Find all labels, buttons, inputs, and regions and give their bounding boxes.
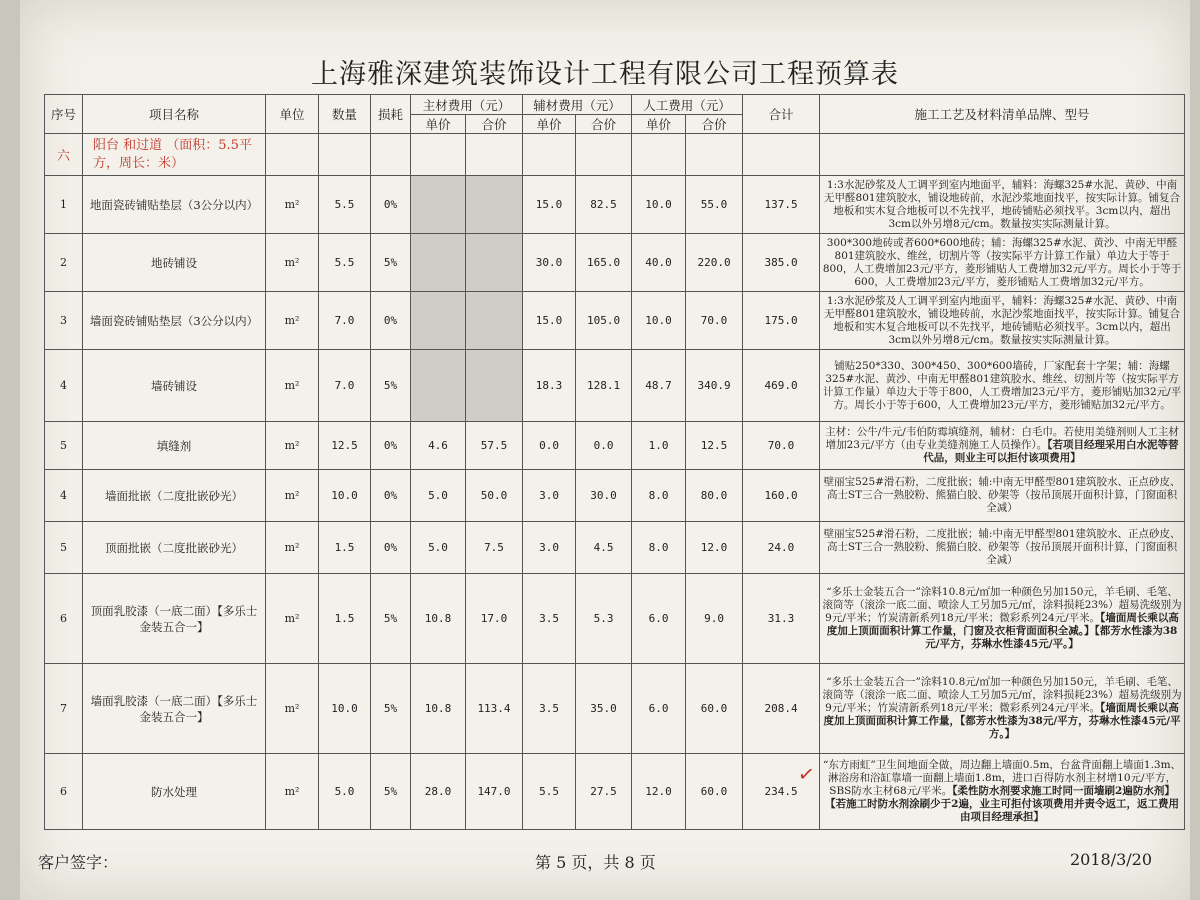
row-main-total-price [466, 176, 523, 234]
row-seq: 1 [45, 176, 83, 234]
checkmark-icon: ✓ [796, 760, 817, 788]
header-aux: 辅材费用（元） [523, 95, 632, 115]
row-total: 137.5 [743, 176, 820, 234]
row-loss: 0% [371, 292, 411, 350]
row-spec [820, 176, 1185, 234]
table-row [45, 522, 1185, 574]
row-total: 469.0 [743, 350, 820, 422]
row-unit: m² [266, 234, 319, 292]
row-spec [820, 470, 1185, 522]
row-main-total-price: 50.0 [466, 470, 523, 522]
row-qty: 7.0 [319, 292, 371, 350]
row-spec-note: 【墙面周长乘以高度加上顶面面积计算工作量，【都芳水性漆为38元/平方，芬琳水性漆45元/平方。】 [823, 702, 1181, 740]
row-spec-text: 1:3水泥砂浆及人工调平到室内地面平，辅料：海螺325#水泥、黄砂、中南无甲醛801建筑胶水，铺设地砖前，水泥沙浆地面找平，按实际计算。铺复合地板和实木复合地板可以不先找平，地砖铺贴必须找平。3cm以内，超出3cm以外另增8元/cm。数量按实实际测量计算。 [824, 178, 1181, 230]
header-qty: 数量 [319, 95, 371, 134]
row-main-unit-price [411, 350, 466, 422]
row-labor-unit-price: 12.0 [632, 754, 686, 830]
row-unit: m² [266, 522, 319, 574]
row-qty: 10.0 [319, 470, 371, 522]
row-main-unit-price [411, 292, 466, 350]
row-spec-note: 【若项目经理采用白水泥等替代品，则业主可以拒付该项费用】 [923, 439, 1179, 464]
row-item-name: 顶面乳胶漆（一底二面）【多乐士金装五合一】 [83, 574, 266, 664]
row-aux-unit-price: 3.0 [523, 470, 576, 522]
row-labor-unit-price: 6.0 [632, 664, 686, 754]
row-aux-unit-price: 3.5 [523, 664, 576, 754]
table-row [45, 574, 1185, 664]
section-row [45, 134, 1185, 176]
row-main-unit-price: 28.0 [411, 754, 466, 830]
row-aux-total-price: 82.5 [576, 176, 632, 234]
row-total: 208.4 [743, 664, 820, 754]
row-spec-note: 【墙面周长乘以高度加上顶面面积计算工作量，门窗及衣柜背面面积全减。】【都芳水性漆为38元/平方，芬琳水性漆45元/平。】 [826, 612, 1179, 650]
row-total: 24.0 [743, 522, 820, 574]
row-aux-total-price: 30.0 [576, 470, 632, 522]
row-main-unit-price: 10.8 [411, 664, 466, 754]
row-unit: m² [266, 292, 319, 350]
row-seq: 6 [45, 754, 83, 830]
row-main-total-price: 113.4 [466, 664, 523, 754]
row-labor-total-price: 12.5 [686, 422, 743, 470]
row-main-unit-price: 5.0 [411, 522, 466, 574]
row-main-unit-price: 10.8 [411, 574, 466, 664]
row-item-name: 墙砖铺设 [83, 350, 266, 422]
row-total: 160.0 [743, 470, 820, 522]
row-aux-unit-price: 3.5 [523, 574, 576, 664]
row-item-name: 填缝剂 [83, 422, 266, 470]
row-item-name: 墙面批嵌（二度批嵌砂光） [83, 470, 266, 522]
row-unit: m² [266, 422, 319, 470]
row-aux-unit-price: 15.0 [523, 292, 576, 350]
row-unit: m² [266, 574, 319, 664]
table-row [45, 292, 1185, 350]
row-main-total-price [466, 292, 523, 350]
page-title: 上海雅深建筑装饰设计工程有限公司工程预算表 [311, 59, 899, 90]
page-number: 第 5 页，共 8 页 [535, 853, 656, 872]
row-seq: 4 [45, 470, 83, 522]
row-seq: 6 [45, 574, 83, 664]
header-spec: 施工工艺及材料清单品牌、型号 [820, 95, 1185, 134]
row-seq: 2 [45, 234, 83, 292]
row-spec [820, 574, 1185, 664]
row-aux-unit-price: 5.5 [523, 754, 576, 830]
row-loss: 5% [371, 754, 411, 830]
row-item-name: 地砖铺设 [83, 234, 266, 292]
row-spec [820, 422, 1185, 470]
row-aux-unit-price: 0.0 [523, 422, 576, 470]
row-main-total-price: 7.5 [466, 522, 523, 574]
row-aux-unit-price: 15.0 [523, 176, 576, 234]
row-unit: m² [266, 350, 319, 422]
budget-sheet [20, 0, 1190, 900]
row-qty: 7.0 [319, 350, 371, 422]
row-main-total-price [466, 234, 523, 292]
row-unit: m² [266, 664, 319, 754]
row-loss: 5% [371, 664, 411, 754]
row-loss: 0% [371, 522, 411, 574]
row-labor-total-price: 80.0 [686, 470, 743, 522]
row-spec-text: 1:3水泥砂浆及人工调平到室内地面平，辅料：海螺325#水泥、黄砂、中南无甲醛801建筑胶水，铺设地砖前，水泥沙浆地面找平，按实际计算。铺复合地板和实木复合地板可以不先找平，地砖铺贴必须找平。3cm以内，超出3cm以外另增8元/cm。数量按实实际测量计算。 [824, 294, 1181, 346]
row-aux-total-price: 5.3 [576, 574, 632, 664]
row-loss: 0% [371, 470, 411, 522]
row-spec [820, 350, 1185, 422]
row-main-total-price: 147.0 [466, 754, 523, 830]
date: 2018/3/20 [1070, 850, 1153, 869]
row-spec-text: 300*300地砖或者600*600地砖；辅：海螺325#水泥、黄沙、中南无甲醛801建筑胶水、维丝，切割片等（按实际平方计算工作量）单边大于等于800，人工费增加23元/平方，菱形铺贴人工费增加32元/平方。周长小于等于600，人工费增加23元/平方，菱形铺贴人工费增加32元/平方。 [822, 236, 1182, 288]
row-aux-total-price: 128.1 [576, 350, 632, 422]
row-qty: 5.5 [319, 176, 371, 234]
row-labor-total-price: 70.0 [686, 292, 743, 350]
row-labor-total-price: 220.0 [686, 234, 743, 292]
row-qty: 10.0 [319, 664, 371, 754]
row-loss: 5% [371, 574, 411, 664]
row-loss: 0% [371, 422, 411, 470]
row-aux-unit-price: 30.0 [523, 234, 576, 292]
row-labor-unit-price: 6.0 [632, 574, 686, 664]
row-seq: 5 [45, 422, 83, 470]
row-labor-total-price: 9.0 [686, 574, 743, 664]
row-main-unit-price [411, 234, 466, 292]
section-seq: 六 [45, 134, 83, 176]
row-unit: m² [266, 754, 319, 830]
row-spec [820, 754, 1185, 830]
table-row [45, 664, 1185, 754]
row-main-unit-price: 5.0 [411, 470, 466, 522]
header-aux-unit-price: 单价 [523, 115, 576, 134]
row-aux-total-price: 0.0 [576, 422, 632, 470]
header-labor: 人工费用（元） [632, 95, 743, 115]
row-aux-total-price: 105.0 [576, 292, 632, 350]
table-row [45, 176, 1185, 234]
row-seq: 4 [45, 350, 83, 422]
row-main-total-price: 17.0 [466, 574, 523, 664]
row-labor-unit-price: 40.0 [632, 234, 686, 292]
header-labor-unit-price: 单价 [632, 115, 686, 134]
table-row [45, 754, 1185, 830]
row-seq: 5 [45, 522, 83, 574]
row-labor-total-price: 60.0 [686, 754, 743, 830]
row-aux-total-price: 27.5 [576, 754, 632, 830]
row-item-name: 防水处理 [83, 754, 266, 830]
row-spec-text: 主材：公牛/牛元/韦伯防霉填缝剂，辅材：白毛巾。若使用美缝剂则人工主材增加23元/平方（由专业美缝剂施工人员操作）。 [825, 426, 1179, 451]
row-aux-total-price: 4.5 [576, 522, 632, 574]
row-spec-text: 铺贴250*330、300*450、300*600墙砖，厂家配套十字架；辅：海螺325#水泥、黄沙、中南无甲醛801建筑胶水、维丝、切割片等（按实际平方计算工作量）单边大于等于800，人工费增加23元/平方，菱形铺贴加32元/平方。周长小于等于600，人工费增加23元/平方，菱形铺贴加32元/平方。 [822, 359, 1182, 411]
row-item-name: 地面瓷砖铺贴垫层（3公分以内） [83, 176, 266, 234]
row-aux-total-price: 35.0 [576, 664, 632, 754]
header-unit: 单位 [266, 95, 319, 134]
row-aux-unit-price: 3.0 [523, 522, 576, 574]
row-spec [820, 234, 1185, 292]
header-labor-total-price: 合价 [686, 115, 743, 134]
header-main-total-price: 合价 [466, 115, 523, 134]
header-main-unit-price: 单价 [411, 115, 466, 134]
row-labor-unit-price: 10.0 [632, 176, 686, 234]
row-qty: 1.5 [319, 574, 371, 664]
row-labor-unit-price: 48.7 [632, 350, 686, 422]
row-spec [820, 522, 1185, 574]
row-labor-unit-price: 1.0 [632, 422, 686, 470]
row-loss: 0% [371, 176, 411, 234]
section-name: 阳台 和过道 （面积：5.5平方，周长：米） [83, 134, 266, 176]
row-loss: 5% [371, 350, 411, 422]
row-item-name: 墙面乳胶漆（一底二面）【多乐士金装五合一】 [83, 664, 266, 754]
row-labor-total-price: 12.0 [686, 522, 743, 574]
row-unit: m² [266, 470, 319, 522]
row-unit: m² [266, 176, 319, 234]
budget-table [44, 94, 1185, 830]
row-spec-text: 壁丽宝525#滑石粉，二度批嵌；辅:中南无甲醛型801建筑胶水、正点砂皮、高士ST三合一熟胶粉、熊猫白胶、砂架等（按吊顶展开面积计算，门窗面积全减） [823, 528, 1181, 566]
row-total: 234.5 [743, 754, 820, 830]
header-total: 合计 [743, 95, 820, 134]
row-labor-total-price: 340.9 [686, 350, 743, 422]
table-row [45, 422, 1185, 470]
row-seq: 7 [45, 664, 83, 754]
row-spec-text: 壁丽宝525#滑石粉，二度批嵌；辅:中南无甲醛型801建筑胶水、正点砂皮、高士ST三合一熟胶粉、熊猫白胶、砂架等（按吊顶展开面积计算，门窗面积全减） [823, 476, 1181, 514]
row-labor-unit-price: 10.0 [632, 292, 686, 350]
row-main-total-price: 57.5 [466, 422, 523, 470]
header-aux-total-price: 合价 [576, 115, 632, 134]
row-qty: 5.0 [319, 754, 371, 830]
row-loss: 5% [371, 234, 411, 292]
row-spec-note: 【柔性防水剂要求施工时同一面墙刷2遍防水剂】【若施工时防水剂涂刷少于2遍，业主可拒付该项费用并责令返工，返工费用由项目经理承担】 [825, 785, 1179, 823]
table-row [45, 470, 1185, 522]
row-main-total-price [466, 350, 523, 422]
row-spec [820, 664, 1185, 754]
row-labor-unit-price: 8.0 [632, 470, 686, 522]
header-loss: 损耗 [371, 95, 411, 134]
row-item-name: 顶面批嵌（二度批嵌砂光） [83, 522, 266, 574]
row-aux-unit-price: 18.3 [523, 350, 576, 422]
row-total: 31.3 [743, 574, 820, 664]
customer-signature: 客户签字： [38, 853, 119, 872]
row-labor-total-price: 60.0 [686, 664, 743, 754]
row-aux-total-price: 165.0 [576, 234, 632, 292]
table-row [45, 350, 1185, 422]
header-seq: 序号 [45, 95, 83, 134]
header-main: 主材费用（元） [411, 95, 523, 115]
row-total: 385.0 [743, 234, 820, 292]
row-qty: 1.5 [319, 522, 371, 574]
row-labor-unit-price: 8.0 [632, 522, 686, 574]
row-labor-total-price: 55.0 [686, 176, 743, 234]
row-qty: 12.5 [319, 422, 371, 470]
row-spec-text: “多乐士金装五合一”涂料10.8元/㎡加一种颜色另加150元，羊毛刷、毛笔、滚筒等（滚涂一底二面、喷涂人工另加5元/㎡，涂料损耗23%）超易洗级别为9元/平米；竹炭清新系列18元/平米；微彩系列24元/平米。 [822, 676, 1182, 714]
row-spec [820, 292, 1185, 350]
row-item-name: 墙面瓷砖铺贴垫层（3公分以内） [83, 292, 266, 350]
header-item: 项目名称 [83, 95, 266, 134]
row-total: 70.0 [743, 422, 820, 470]
row-main-unit-price: 4.6 [411, 422, 466, 470]
table-row [45, 234, 1185, 292]
row-spec-text: “多乐士金装五合一”涂料10.8元/㎡加一种颜色另加150元，羊毛刷、毛笔、滚筒等（滚涂一底二面、喷涂人工另加5元/㎡，涂料损耗23%）超易洗级别为9元/平米；竹炭清新系列18元/平米；微彩系列24元/平米。 [822, 586, 1182, 624]
row-main-unit-price [411, 176, 466, 234]
row-spec-text: “东方雨虹”卫生间地面全做，周边翻上墙面0.5m，台盆背面翻上墙面1.3m、淋浴房和浴缸靠墙一面翻上墙面1.8m，进口百得防水剂主材增10元/平方，SBS防水主材68元/平米。 [823, 759, 1182, 797]
row-seq: 3 [45, 292, 83, 350]
row-total: 175.0 [743, 292, 820, 350]
row-qty: 5.5 [319, 234, 371, 292]
